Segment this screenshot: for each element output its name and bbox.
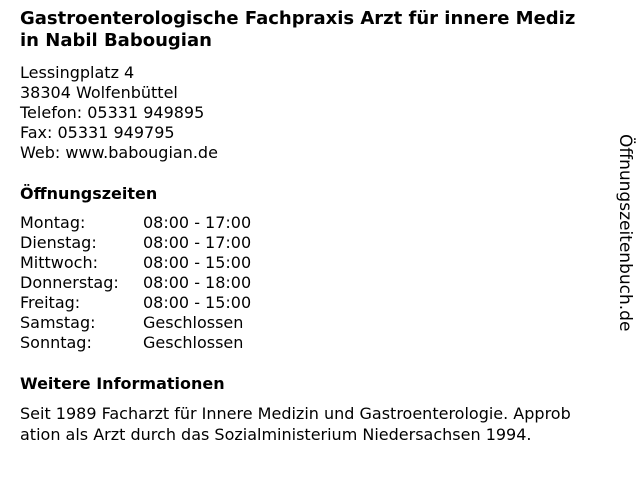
- hours-row-thursday: [20, 273, 320, 293]
- contact-details: [20, 63, 218, 163]
- hours-value: 08:00 - 15:00: [143, 253, 252, 272]
- more-info-heading: Weitere Informationen: [20, 374, 225, 393]
- day-label: Donnerstag:: [20, 273, 119, 292]
- day-label: Montag:: [20, 213, 86, 232]
- more-info-text: [20, 403, 571, 445]
- day-label: Samstag:: [20, 313, 96, 332]
- opening-hours-heading: Öffnungszeiten: [20, 184, 158, 203]
- hours-row-tuesday: [20, 233, 320, 253]
- hours-row-monday: [20, 213, 320, 233]
- postal-city: 38304 Wolfenbüttel: [20, 83, 178, 102]
- phone-number: Telefon: 05331 949895: [20, 103, 205, 122]
- hours-value: 08:00 - 17:00: [143, 213, 252, 232]
- street-address: Lessingplatz 4: [20, 63, 135, 82]
- fax-number: Fax: 05331 949795: [20, 123, 175, 142]
- hours-row-sunday: [20, 333, 320, 353]
- day-label: Sonntag:: [20, 333, 92, 352]
- business-title-line-2: in Nabil Babougian: [20, 30, 212, 51]
- hours-value: 08:00 - 18:00: [143, 273, 252, 292]
- more-info-line-1: Seit 1989 Facharzt für Innere Medizin und Gastroenterologie. Approb: [20, 404, 571, 423]
- business-title-line-1: Gastroenterologische Fachpraxis Arzt für innere Mediz: [20, 8, 576, 29]
- website: Web: www.babougian.de: [20, 143, 218, 162]
- hours-value: Geschlossen: [143, 313, 244, 332]
- watermark-site-name: Öffnungszeitenbuch.de: [615, 134, 635, 332]
- day-label: Freitag:: [20, 293, 81, 312]
- business-title: [20, 8, 640, 52]
- hours-row-friday: [20, 293, 320, 313]
- day-label: Dienstag:: [20, 233, 97, 252]
- hours-value: Geschlossen: [143, 333, 244, 352]
- more-info-line-2: ation als Arzt durch das Sozialministerium Niedersachsen 1994.: [20, 425, 532, 444]
- hours-row-saturday: [20, 313, 320, 333]
- hours-value: 08:00 - 17:00: [143, 233, 252, 252]
- hours-value: 08:00 - 15:00: [143, 293, 252, 312]
- hours-row-wednesday: [20, 253, 320, 273]
- opening-hours-table: [20, 213, 320, 353]
- day-label: Mittwoch:: [20, 253, 98, 272]
